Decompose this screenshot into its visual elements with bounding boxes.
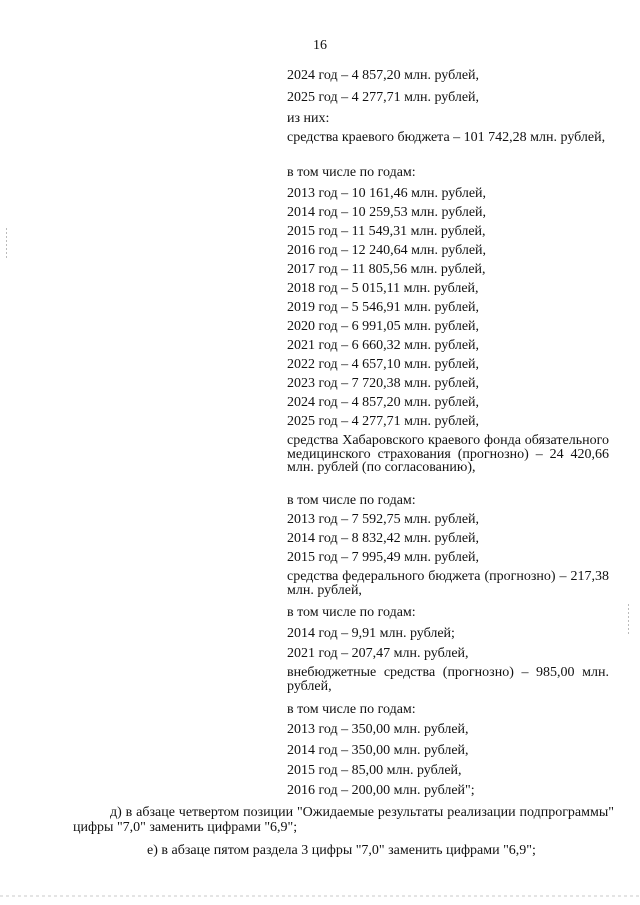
line-2024-total: 2024 год – 4 857,20 млн. рублей, <box>287 68 480 83</box>
line-by-years-heading: в том числе по годам: <box>287 165 416 180</box>
scan-artifact <box>6 228 7 258</box>
line-regional-2013: 2013 год – 10 161,46 млн. рублей, <box>287 186 487 201</box>
line-extra-2014: 2014 год – 350,00 млн. рублей, <box>287 743 469 758</box>
line-federal-2021: 2021 год – 207,47 млн. рублей, <box>287 646 469 661</box>
line-by-years-heading: в том числе по годам: <box>287 605 416 620</box>
line-regional-2021: 2021 год – 6 660,32 млн. рублей, <box>287 338 480 353</box>
line-regional-2016: 2016 год – 12 240,64 млн. рублей, <box>287 243 487 258</box>
line-regional-2024: 2024 год – 4 857,20 млн. рублей, <box>287 395 480 410</box>
line-regional-2017: 2017 год – 11 805,56 млн. рублей, <box>287 262 486 277</box>
line-iz-nih: из них: <box>287 111 330 126</box>
line-extra-2013: 2013 год – 350,00 млн. рублей, <box>287 722 469 737</box>
line-regional-2014: 2014 год – 10 259,53 млн. рублей, <box>287 205 487 220</box>
scan-footer-noise <box>0 895 640 897</box>
line-regional-2015: 2015 год – 11 549,31 млн. рублей, <box>287 224 486 239</box>
line-federal-budget: средства федерального бюджета (прогнозно) – 217,38 млн. рублей, <box>287 569 609 598</box>
line-regional-budget: средства краевого бюджета – 101 742,28 млн. рублей, <box>287 130 606 145</box>
line-regional-2022: 2022 год – 4 657,10 млн. рублей, <box>287 357 480 372</box>
line-fund-2015: 2015 год – 7 995,49 млн. рублей, <box>287 550 480 565</box>
line-regional-2019: 2019 год – 5 546,91 млн. рублей, <box>287 300 480 315</box>
paragraph-d: д) в абзаце четвертом позиции "Ожидаемые результаты реализации подпрограммы" цифры "7,0" заменить цифрами "6,9"; <box>73 805 614 835</box>
line-extra-2015: 2015 год – 85,00 млн. рублей, <box>287 763 462 778</box>
line-regional-2023: 2023 год – 7 720,38 млн. рублей, <box>287 376 480 391</box>
line-extrabudgetary: внебюджетные средства (прогнозно) – 985,00 млн. рублей, <box>287 665 609 694</box>
paragraph-e: е) в абзаце пятом раздела 3 цифры "7,0" заменить цифрами "6,9"; <box>147 843 536 858</box>
line-health-fund: средства Хабаровского краевого фонда обязательного медицинского страхования (прогнозно) – 24 420,66 млн. рублей (по согласованию), <box>287 433 609 475</box>
line-regional-2018: 2018 год – 5 015,11 млн. рублей, <box>287 281 479 296</box>
line-regional-2025: 2025 год – 4 277,71 млн. рублей, <box>287 414 480 429</box>
line-fund-2014: 2014 год – 8 832,42 млн. рублей, <box>287 531 480 546</box>
line-by-years-heading: в том числе по годам: <box>287 702 416 717</box>
page-number: 16 <box>313 38 327 53</box>
line-2025-total: 2025 год – 4 277,71 млн. рублей, <box>287 90 480 105</box>
line-by-years-heading: в том числе по годам: <box>287 493 416 508</box>
line-fund-2013: 2013 год – 7 592,75 млн. рублей, <box>287 512 480 527</box>
scan-artifact <box>628 604 629 634</box>
line-regional-2020: 2020 год – 6 991,05 млн. рублей, <box>287 319 480 334</box>
line-federal-2014: 2014 год – 9,91 млн. рублей; <box>287 626 455 641</box>
line-extra-2016: 2016 год – 200,00 млн. рублей"; <box>287 783 475 798</box>
